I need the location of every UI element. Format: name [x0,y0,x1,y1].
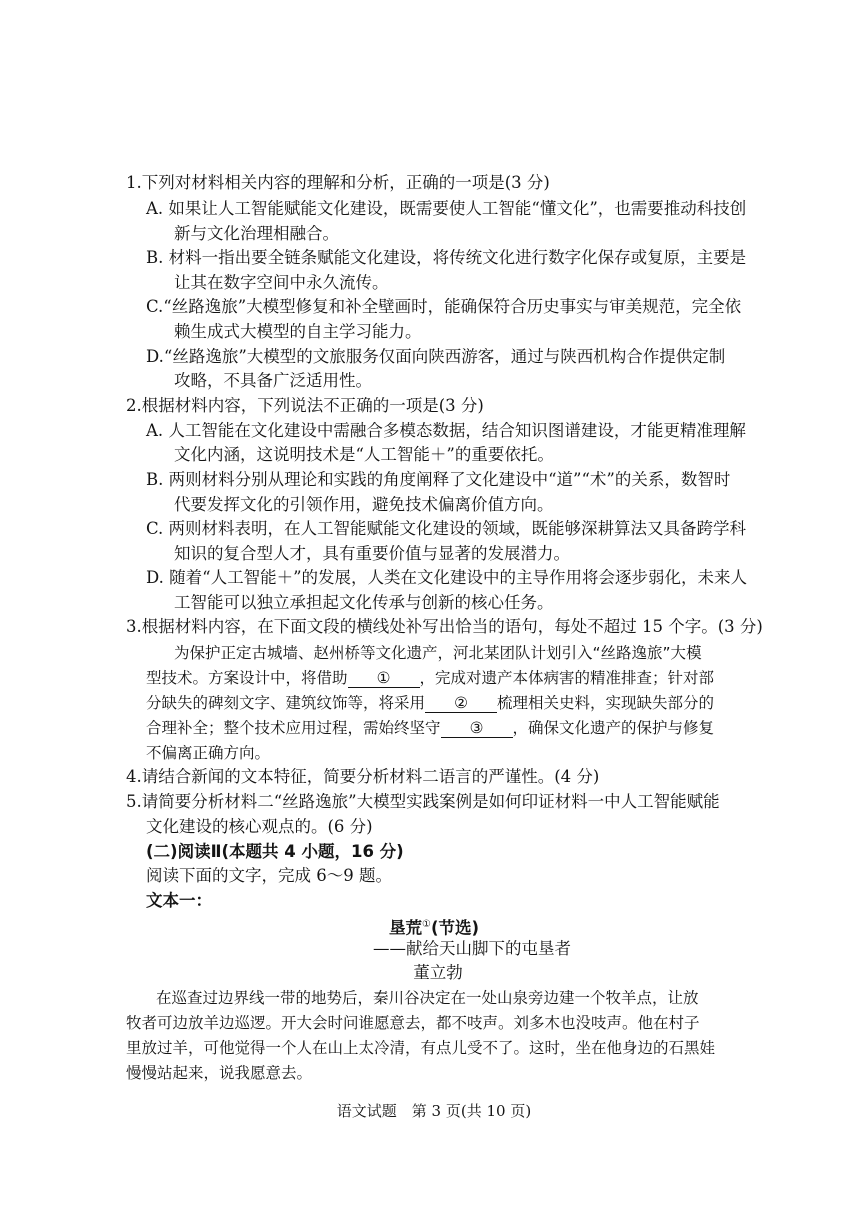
q1-option-b: B. 材料一指出要全链条赋能文化建设，将传统文化进行数字化保存或复原，主要是 [146,248,747,267]
q2-option-a-cont: 文化内涵，这说明技术是“人工智能＋”的重要依托。 [174,445,554,464]
q3-passage-line-2: 型技术。方案设计中，将借助 ① ，完成对遗产本体病害的精准排查；针对部 [146,669,715,687]
article-body-line-4: 慢慢站起来，说我愿意去。 [126,1064,313,1082]
question-4-stem: 4.请结合新闻的文本特征，简要分析材料二语言的严谨性。(4 分) [126,767,600,786]
q1-option-d-cont: 攻略，不具备广泛适用性。 [174,371,372,390]
q3-passage-line-4: 合理补全；整个技术应用过程，需始终坚守 ③ ，确保文化遗产的保护与修复 [146,719,715,737]
q1-option-a-cont: 新与文化治理相融合。 [174,224,339,243]
q3-passage-line-3: 分缺失的碑刻文字、建筑纹饰等，将采用 ② 梳理相关史料，实现缺失部分的 [146,694,715,712]
section-instruction: 阅读下面的文字，完成 6～9 题。 [146,866,392,885]
answer-blank-2[interactable]: ② [425,694,497,713]
q2-option-c: C. 两则材料表明，在人工智能赋能文化建设的领域，既能够深耕算法又具备跨学科 [146,519,747,538]
q3-passage-line-1: 为保护正定古城墙、赵州桥等文化遗产，河北某团队计划引入“丝路逸旅”大模 [174,644,702,662]
article-title: 垦荒①(节选) [388,918,480,938]
section-heading: (二)阅读Ⅱ(本题共 4 小题，16 分) [146,842,404,861]
q1-option-c: C.“丝路逸旅”大模型修复和补全壁画时，能确保符合历史事实与审美规范，完全依 [146,297,742,316]
article-body-line-2: 牧者可边放羊边巡逻。开大会时问谁愿意去，都不吱声。刘多木也没吱声。他在村子 [126,1014,700,1032]
article-subtitle: ——献给天山脚下的屯垦者 [373,939,571,958]
q2-option-c-cont: 知识的复合型人才，具有重要价值与显著的发展潜力。 [174,544,570,563]
article-body-line-3: 里放过羊，可他觉得一个人在山上太冷清，有点儿受不了。这时，坐在他身边的石黑娃 [126,1039,716,1057]
page-footer: 语文试题 第 3 页(共 10 页) [336,1102,532,1120]
question-5-stem-cont: 文化建设的核心观点的。(6 分) [146,817,373,836]
text-label: 文本一： [146,891,212,910]
q2-option-b-cont: 代要发挥文化的引领作用，避免技术偏离价值方向。 [174,495,554,514]
question-2-stem: 2.根据材料内容，下列说法不正确的一项是(3 分) [126,396,484,415]
title-footnote-mark: ① [421,919,431,930]
q2-option-b: B. 两则材料分别从理论和实践的角度阐释了文化建设中“道”“术”的关系，数智时 [146,470,731,489]
q2-option-d: D. 随着“人工智能＋”的发展，人类在文化建设中的主导作用将会逐步弱化，未来人 [146,568,748,587]
q1-option-d: D.“丝路逸旅”大模型的文旅服务仅面向陕西游客，通过与陕西机构合作提供定制 [146,347,726,366]
answer-blank-3[interactable]: ③ [441,719,513,738]
q2-option-d-cont: 工智能可以独立承担起文化传承与创新的核心任务。 [174,593,554,612]
question-3-stem: 3.根据材料内容，在下面文段的横线处补写出恰当的语句，每处不超过 15 个字。(3 分) [126,617,763,636]
q2-option-a: A. 人工智能在文化建设中需融合多模态数据，结合知识图谱建设，才能更精准理解 [146,421,746,440]
answer-blank-1[interactable]: ① [348,669,420,688]
q3-passage-line-5: 不偏离正确方向。 [146,744,271,762]
article-author: 董立勃 [413,963,463,982]
q1-option-a: A. 如果让人工智能赋能文化建设，既需要使人工智能“懂文化”，也需要推动科技创 [146,199,747,218]
question-1-stem: 1.下列对材料相关内容的理解和分析，正确的一项是(3 分) [126,173,550,192]
q1-option-c-cont: 赖生成式大模型的自主学习能力。 [174,322,422,341]
article-body-line-1: 在巡查过边界线一带的地势后，秦川谷决定在一处山泉旁边建一个牧羊点，让放 [156,989,699,1007]
q1-option-b-cont: 让其在数字空间中永久流传。 [174,273,389,292]
question-5-stem: 5.请简要分析材料二“丝路逸旅”大模型实践案例是如何印证材料一中人工智能赋能 [126,792,720,811]
